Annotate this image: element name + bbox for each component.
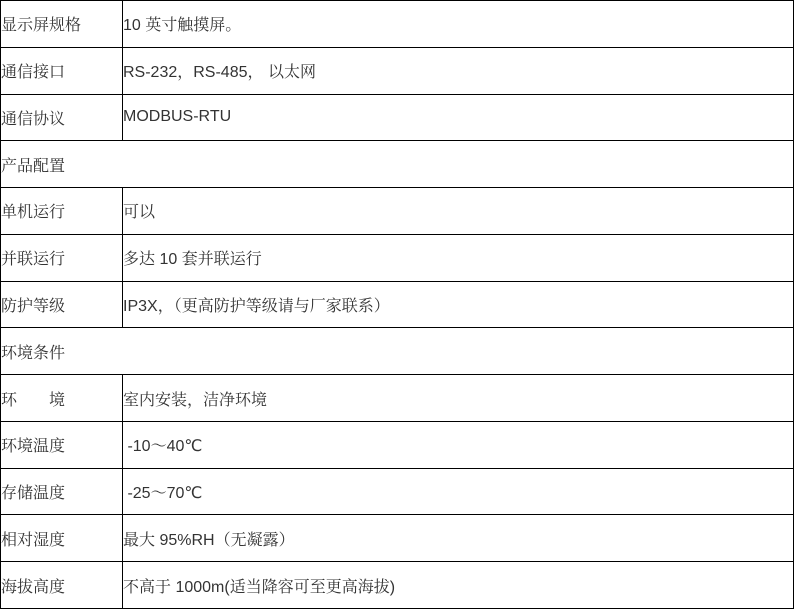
spec-label-cell: 存储温度 — [1, 468, 123, 515]
spec-value-cell: -25～70℃ — [123, 468, 794, 515]
spec-value-cell: 最大 95%RH（无凝露） — [123, 515, 794, 562]
spec-row — [1, 188, 794, 235]
spec-value-cell: 10 英寸触摸屏。 — [123, 1, 794, 48]
spec-value-cell: IP3X，（更高防护等级请与厂家联系） — [123, 281, 794, 328]
spec-row — [1, 421, 794, 468]
section-header-cell: 环境条件 — [1, 328, 794, 375]
spec-row — [1, 94, 794, 141]
spec-value-cell: 不高于 1000m(适当降容可至更高海拔) — [123, 562, 794, 609]
spec-label-cell: 单机运行 — [1, 188, 123, 235]
spec-label-cell: 相对湿度 — [1, 515, 123, 562]
spec-row — [1, 281, 794, 328]
section-header-row — [1, 141, 794, 188]
spec-row — [1, 1, 794, 48]
spec-value-cell: 室内安装，洁净环境 — [123, 375, 794, 422]
spec-row — [1, 47, 794, 94]
spec-label-cell: 通信接口 — [1, 47, 123, 94]
spec-row — [1, 234, 794, 281]
spec-row — [1, 515, 794, 562]
spec-value-cell: -10～40℃ — [123, 421, 794, 468]
spec-label-cell: 显示屏规格 — [1, 1, 123, 48]
spec-table-body — [1, 1, 794, 609]
section-header-row — [1, 328, 794, 375]
spec-row — [1, 375, 794, 422]
spec-value-cell: MODBUS-RTU — [123, 94, 794, 141]
spec-value-cell: RS-232，RS-485， 以太网 — [123, 47, 794, 94]
spec-label-cell: 环 境 — [1, 375, 123, 422]
spec-value-cell: 多达 10 套并联运行 — [123, 234, 794, 281]
spec-label-cell: 通信协议 — [1, 94, 123, 141]
spec-label-cell: 并联运行 — [1, 234, 123, 281]
spec-label-cell: 海拔高度 — [1, 562, 123, 609]
spec-row — [1, 562, 794, 609]
spec-row — [1, 468, 794, 515]
spec-value-cell: 可以 — [123, 188, 794, 235]
spec-label-cell: 防护等级 — [1, 281, 123, 328]
spec-label-cell: 环境温度 — [1, 421, 123, 468]
section-header-cell: 产品配置 — [1, 141, 794, 188]
